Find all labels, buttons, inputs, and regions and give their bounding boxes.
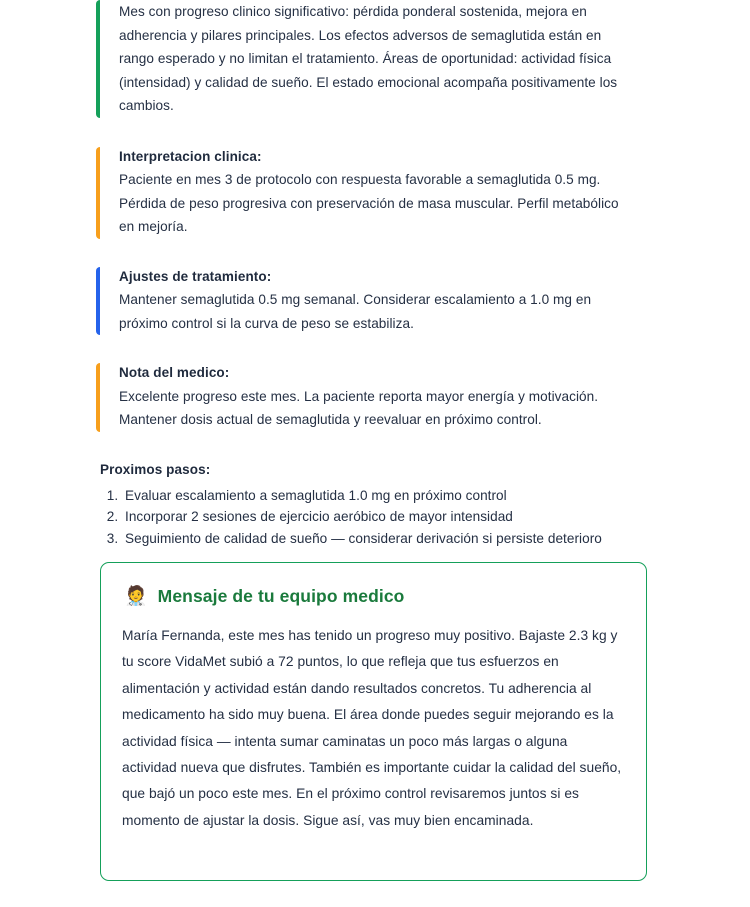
health-worker-icon: 🧑‍⚕️ — [124, 586, 148, 607]
list-item: 2. Incorporar 2 sesiones de ejercicio aeróbico de mayor intensidad — [122, 506, 660, 528]
note-title-interpretacion-clinica: Interpretacion clinica: — [119, 148, 262, 164]
note-body-nota-del-medico: Excelente progreso este mes. La paciente reporta mayor energía y motivación. Mantener dosis actual de semaglutida y reevaluar en próximo control. — [119, 388, 599, 428]
note-body-summary: Mes con progreso clinico significativo: pérdida ponderal sostenida, mejora en adherencia y pilares principales. Los efectos adversos de semaglutida están en rango esperado y no limitan el tratamiento. Áreas de oportunidad: actividad física (intensidad) y calidad de sueño. El estado emocional acompaña positivamente los cambios. — [119, 4, 618, 113]
note-title-ajustes-de-tratamiento: Ajustes de tratamiento: — [119, 268, 272, 284]
note-block-summary — [96, 0, 632, 118]
next-steps-section — [100, 462, 660, 550]
next-steps-list — [100, 485, 660, 550]
note-block-nota-del-medico — [96, 363, 632, 432]
medical-team-message-body: María Fernanda, este mes has tenido un progreso muy positivo. Bajaste 2.3 kg y tu score VidaMet subió a 72 puntos, lo que refleja que tus esfuerzos en alimentación y actividad están dando resultados concretos. Tu adherencia al medicamento ha sido muy buena. El área donde puedes seguir mejorando es la actividad física — intenta sumar caminatas un poco más largas o alguna actividad nueva que disfrutes. También es importante cuidar la calidad del sueño, que bajó un poco este mes. En el próximo control revisaremos juntos si es momento de ajustar la dosis. Sigue así, vas muy bien encaminada. — [122, 628, 622, 828]
list-item: 1. Evaluar escalamiento a semaglutida 1.0 mg en próximo control — [122, 485, 660, 507]
spacer — [0, 239, 750, 267]
medical-team-message-card — [100, 562, 647, 881]
medical-team-message-header — [124, 586, 624, 607]
next-steps-title: Proximos pasos: — [100, 461, 211, 477]
note-title-nota-del-medico: Nota del medico: — [119, 365, 230, 381]
spacer — [0, 118, 750, 147]
note-body-ajustes-de-tratamiento: Mantener semaglutida 0.5 mg semanal. Considerar escalamiento a 1.0 mg en próximo control si la curva de peso se estabiliza. — [119, 292, 592, 331]
note-block-ajustes-de-tratamiento — [96, 267, 632, 336]
note-block-interpretacion-clinica — [96, 147, 632, 239]
spacer — [0, 335, 750, 363]
list-item: 3. Seguimiento de calidad de sueño — considerar derivación si persiste deterioro — [122, 528, 660, 550]
note-body-interpretacion-clinica: Paciente en mes 3 de protocolo con respuesta favorable a semaglutida 0.5 mg. Pérdida de peso progresiva con preservación de masa muscular. Perfil metabólico en mejoría. — [119, 172, 619, 235]
medical-team-message-title: Mensaje de tu equipo medico — [157, 586, 405, 606]
